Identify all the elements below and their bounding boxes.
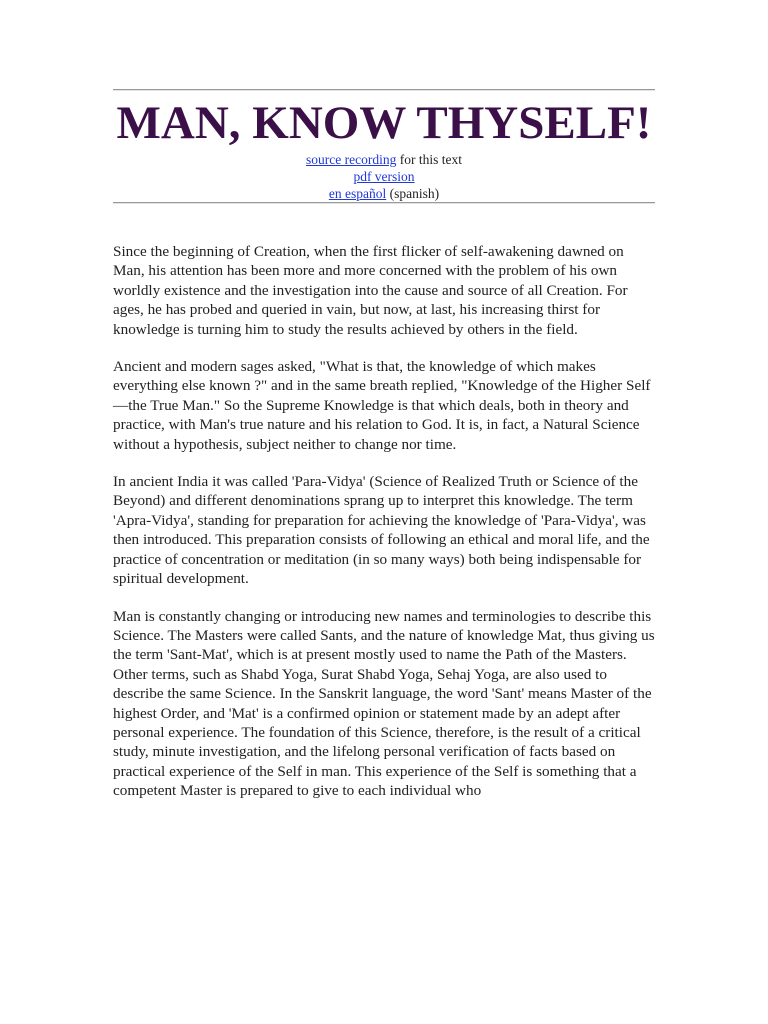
paragraph-2: Ancient and modern sages asked, "What is that, the knowledge of which makes everything else known ?" and in the same breath replied, "Knowledge of the Higher Self—the True Man." So the Supreme Knowledge is that which deals, both in theory and practice, with Man's true nature and his relation to God. It is, in fact, a Natural Science without a hypothesis, subject neither to change nor time. (113, 358, 651, 453)
en-espanol-suffix: (spanish) (386, 186, 440, 201)
paragraph-4: Man is constantly changing or introducing new names and terminologies to describe this Science. The Masters were called Sants, and the nature of knowledge Mat, thus giving us the term 'Sant-Mat', which is at present mostly used to name the Path of the Masters. Other terms, such as Shabd Yoga, Surat Shabd Yoga, Sehaj Yoga, are also used to describe the same Science. In the Sanskrit language, the word 'Sant' means Master of the highest Order, and 'Mat' is a confirmed opinion or statement made by an adept after personal experience. The foundation of this Science, therefore, is the result of a critical study, minute investigation, and the lifelong personal verification of facts based on practical experience of the Self in man. This experience of the Self is something that a competent Master is prepared to give to each individual who (113, 607, 655, 800)
paragraph-3: In ancient India it was called 'Para-Vidya' (Science of Realized Truth or Science of the Beyond) and different denominations sprang up to interpret this knowledge. The term 'Apra-Vidya', standing for preparation for achieving the knowledge of 'Para-Vidya', was then introduced. This preparation consists of following an ethical and moral life, and the practice of concentration or meditation (in so many ways) both being indispensable for spiritual development. (113, 473, 650, 588)
paragraph-1: Since the beginning of Creation, when the first flicker of self-awakening dawned on Man, his attention has been more and more concerned with the problem of his own worldly existence and the investigation into the cause and source of all Creation. For ages, he has probed and queried in vain, but now, at last, his increasing thirst for knowledge is turning him to study the results achieved by others in the field. (113, 243, 628, 338)
pdf-version-link[interactable]: pdf version (353, 169, 415, 184)
page-title: MAN, KNOW THYSELF! (116, 97, 652, 149)
pdf-version-line (113, 168, 655, 185)
en-espanol-link[interactable]: en español (328, 186, 387, 201)
source-recording-suffix: for this text (396, 152, 462, 167)
source-recording-line (113, 151, 655, 168)
bottom-divider (113, 202, 655, 204)
document-page (113, 0, 655, 819)
spanish-version-line (113, 185, 655, 202)
body-text (113, 242, 655, 801)
links-block (113, 151, 655, 202)
source-recording-link[interactable]: source recording (306, 152, 397, 167)
top-divider (113, 89, 655, 91)
